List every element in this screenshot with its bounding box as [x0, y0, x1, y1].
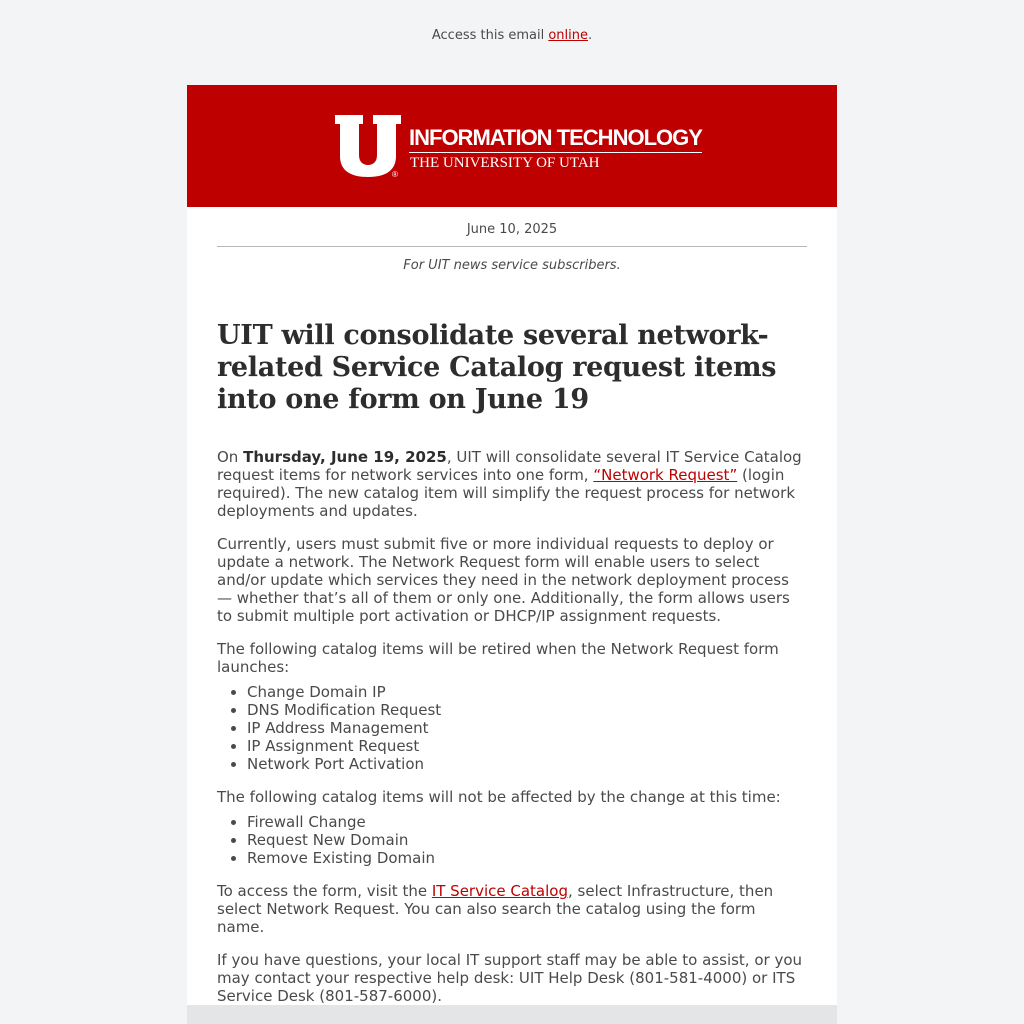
- list-item: • Change Domain IP: [247, 683, 807, 701]
- divider: [217, 246, 807, 247]
- paragraph-current: Currently, users must submit five or more individual requests to deploy or update a network. The Network Request form will enable users to select and/or update which services they need in the network deployment process — whether that’s all of them or only one. Additionally, the form allows users to submit multiple port activation or DHCP/IP assignment requests.: [217, 535, 790, 625]
- online-link[interactable]: online: [548, 28, 588, 43]
- intro-prefix: On: [217, 448, 244, 466]
- issue-date: June 10, 2025: [466, 222, 558, 237]
- footer-band: [187, 1005, 837, 1024]
- university-u-logo-icon: [335, 115, 405, 179]
- preheader: [0, 28, 1024, 43]
- paragraph-access: [217, 882, 807, 936]
- intro-suffix: (login required). The new catalog item will simplify the request process for network deployments and updates.: [217, 466, 796, 520]
- access-suffix: , select Infrastructure, then select Network Request. You can also search the catalog using the form name.: [217, 882, 774, 936]
- retired-items-list: [217, 683, 807, 773]
- article-body: [217, 448, 807, 1005]
- network-request-link[interactable]: “Network Request”: [593, 466, 738, 484]
- list-item: • Network Port Activation: [247, 755, 807, 773]
- logo-wordmark: [409, 125, 702, 172]
- paragraph-questions: If you have questions, your local IT support staff may be able to assist, or you may contact your respective help desk: UIT Help Desk (801-581-4000) or ITS Service Desk (801-587-6000).: [217, 951, 803, 1005]
- registered-mark: ®: [392, 170, 398, 179]
- list-item: • IP Address Management: [247, 719, 807, 737]
- list-item: • Request New Domain: [247, 831, 807, 849]
- logo-subtitle: THE UNIVERSITY OF UTAH: [410, 155, 600, 171]
- email-content: [187, 207, 837, 1005]
- logo-title: INFORMATION TECHNOLOGY: [409, 125, 702, 153]
- email-container: [187, 85, 837, 1024]
- access-prefix: To access the form, visit the: [217, 882, 432, 900]
- article-title: UIT will consolidate several network-related Service Catalog request items into one form on June 19: [217, 320, 777, 415]
- intro-middle: , UIT will consolidate several IT Service Catalog request items for network services into one form,: [217, 448, 802, 484]
- list-item: • Firewall Change: [247, 813, 807, 831]
- unaffected-items-list: [217, 813, 807, 867]
- list-item: • IP Assignment Request: [247, 737, 807, 755]
- preheader-text: Access this email: [431, 28, 549, 43]
- header-banner: [187, 85, 837, 207]
- it-service-catalog-link[interactable]: IT Service Catalog: [431, 882, 568, 900]
- paragraph-intro: [217, 448, 807, 520]
- subscribers-note: For UIT news service subscribers.: [403, 258, 621, 273]
- list-item: • Remove Existing Domain: [247, 849, 807, 867]
- launch-date: Thursday, June 19, 2025: [243, 448, 447, 466]
- list-item: • DNS Modification Request: [247, 701, 807, 719]
- unaffected-intro: The following catalog items will not be affected by the change at this time:: [217, 788, 781, 806]
- retired-intro: The following catalog items will be retired when the Network Request form launches:: [217, 640, 779, 676]
- preheader-suffix: .: [588, 28, 593, 43]
